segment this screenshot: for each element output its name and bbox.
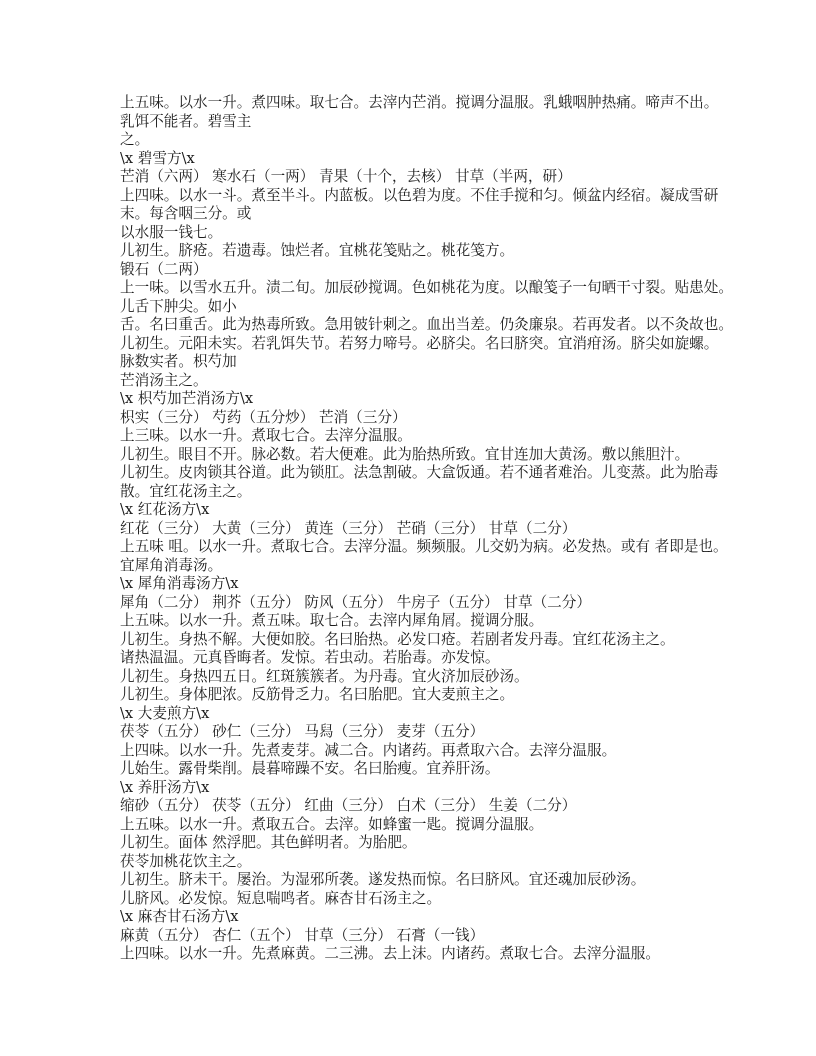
text-line: 儿初生。皮肉锁其谷道。此为锁肛。法急割破。大盒饭通。若不通者难治。儿变蒸。此为胎毒	[120, 464, 719, 481]
text-line: 宜犀角消毒汤。	[120, 556, 223, 574]
text-line: 上五味 咀。以水一升。煮取七合。去滓分温。频频服。儿交奶为病。必发热。或有 者即是也。	[120, 538, 728, 555]
text-line: 儿初生。脐未干。屡治。为湿邪所袭。遂发热而惊。名曰脐风。宜还魂加辰砂汤。	[120, 871, 646, 888]
text-line: 以水服一钱七。	[120, 223, 223, 241]
text-line: 儿初生。身热四五日。红斑簇簇者。为丹毒。宜火济加辰砂汤。	[120, 667, 529, 685]
section-heading: \x 碧雪方\x	[120, 149, 195, 167]
text-line: 乳饵不能者。碧雪主	[120, 112, 252, 130]
ingredient-line: 茯苓（五分） 砂仁（三分） 马舄（三分） 麦芽（五分）	[120, 723, 485, 740]
text-line: 末。每含咽三分。或	[120, 205, 252, 222]
ingredient-line: 枳实（三分） 芍药（五分炒） 芒消（三分）	[120, 408, 407, 426]
text-line: 舌。名曰重舌。此为热毒所致。急用铍针刺之。血出当差。仍灸廉泉。若再发者。以不灸故也。	[120, 316, 733, 333]
text-line: 儿初生。元阳未实。若乳饵失节。若努力啼号。必脐尖。名曰脐突。宜消疳汤。脐尖如旋螺。	[120, 334, 719, 352]
text-line: 儿舌下肿尖。如小	[120, 297, 237, 315]
text-line: 儿脐风。必发惊。短息喘鸣者。麻杏甘石汤主之。	[120, 889, 442, 907]
text-line: 上五味。以水一升。煮四味。取七合。去滓内芒消。搅调分温服。乳蛾咽肿热痛。啼声不出。	[120, 94, 719, 111]
text-line: 之。	[120, 131, 150, 148]
text-line: 散。宜红花汤主之。	[120, 482, 252, 500]
text-line: 儿初生。眼目不开。脉必数。若大便难。此为胎热所致。宜甘连加大黄汤。敷以熊胆汁。	[120, 445, 690, 463]
text-line: 上一味。以雪水五升。渍二旬。加辰砂搅调。色如桃花为度。以酿笺子一旬晒干寸裂。贴患处。	[120, 279, 733, 296]
text-line: 儿初生。面体 然浮肥。其色鲜明者。为胎肥。	[120, 834, 417, 851]
ingredient-line: 红花（三分） 大黄（三分） 黄连（三分） 芒硝（三分） 甘草（二分）	[120, 519, 577, 537]
ingredient-line: 麻黄（五分） 杏仁（五个） 甘草（三分） 石膏（一钱）	[120, 926, 485, 944]
text-line: 上五味。以水一升。煮五味。取七合。去滓内犀角屑。搅调分服。	[120, 612, 544, 629]
section-heading: \x 枳芍加芒消汤方\x	[120, 390, 254, 407]
text-line: 儿初生。身热不解。大便如胶。名曰胎热。必发口疮。若剧者发丹毒。宜红花汤主之。	[120, 630, 675, 648]
section-heading: \x 养肝汤方\x	[120, 778, 210, 796]
document-page	[120, 94, 733, 964]
ingredient-line: 犀角（二分） 荆芥（五分） 防风（五分） 牛房子（五分） 甘草（二分）	[120, 593, 591, 611]
text-line: 脉数实者。枳芍加	[120, 353, 237, 370]
text-line: 上五味。以水一升。煮取五合。去滓。如蜂蜜一匙。搅调分温服。	[120, 815, 544, 833]
text-line: 上四味。以水一斗。煮至半斗。内蓝板。以色碧为度。不住手搅和匀。倾盆内经宿。凝成雪研	[120, 186, 719, 204]
section-heading: \x 麻杏甘石汤方\x	[120, 908, 239, 925]
text-line: 上四味。以水一升。先煮麻黄。二三沸。去上沫。内诸药。煮取七合。去滓分温服。	[120, 945, 660, 962]
ingredient-line: 锻石（二两）	[120, 260, 208, 278]
text-line: 儿初生。身体肥浓。反筋骨乏力。名曰胎肥。宜大麦煎主之。	[120, 686, 515, 703]
text-line: 茯苓加桃花饮主之。	[120, 852, 252, 870]
section-heading: \x 犀角消毒汤方\x	[120, 575, 239, 592]
ingredient-line: 缩砂（五分） 茯苓（五分） 红曲（三分） 白术（三分） 生姜（二分）	[120, 797, 577, 814]
section-heading: \x 红花汤方\x	[120, 501, 210, 518]
ingredient-line: 芒消（六两） 寒水石（一两） 青果（十个，去核） 甘草（半两，研）	[120, 168, 572, 185]
text-line: 上四味。以水一升。先煮麦芽。减二合。内诸药。再煮取六合。去滓分温服。	[120, 741, 617, 759]
section-heading: \x 大麦煎方\x	[120, 704, 210, 722]
text-line: 儿初生。脐疮。若遗毒。蚀烂者。宜桃花笺贴之。桃花笺方。	[120, 242, 515, 259]
text-line: 上三味。以水一升。煮取七合。去滓分温服。	[120, 427, 412, 444]
text-line: 儿始生。露骨柴削。晨暮啼躁不安。名曰胎瘦。宜养肝汤。	[120, 760, 500, 777]
text-line: 诸热温温。元真昏晦者。发惊。若虫动。若胎毒。亦发惊。	[120, 649, 500, 666]
text-line: 芒消汤主之。	[120, 371, 208, 389]
